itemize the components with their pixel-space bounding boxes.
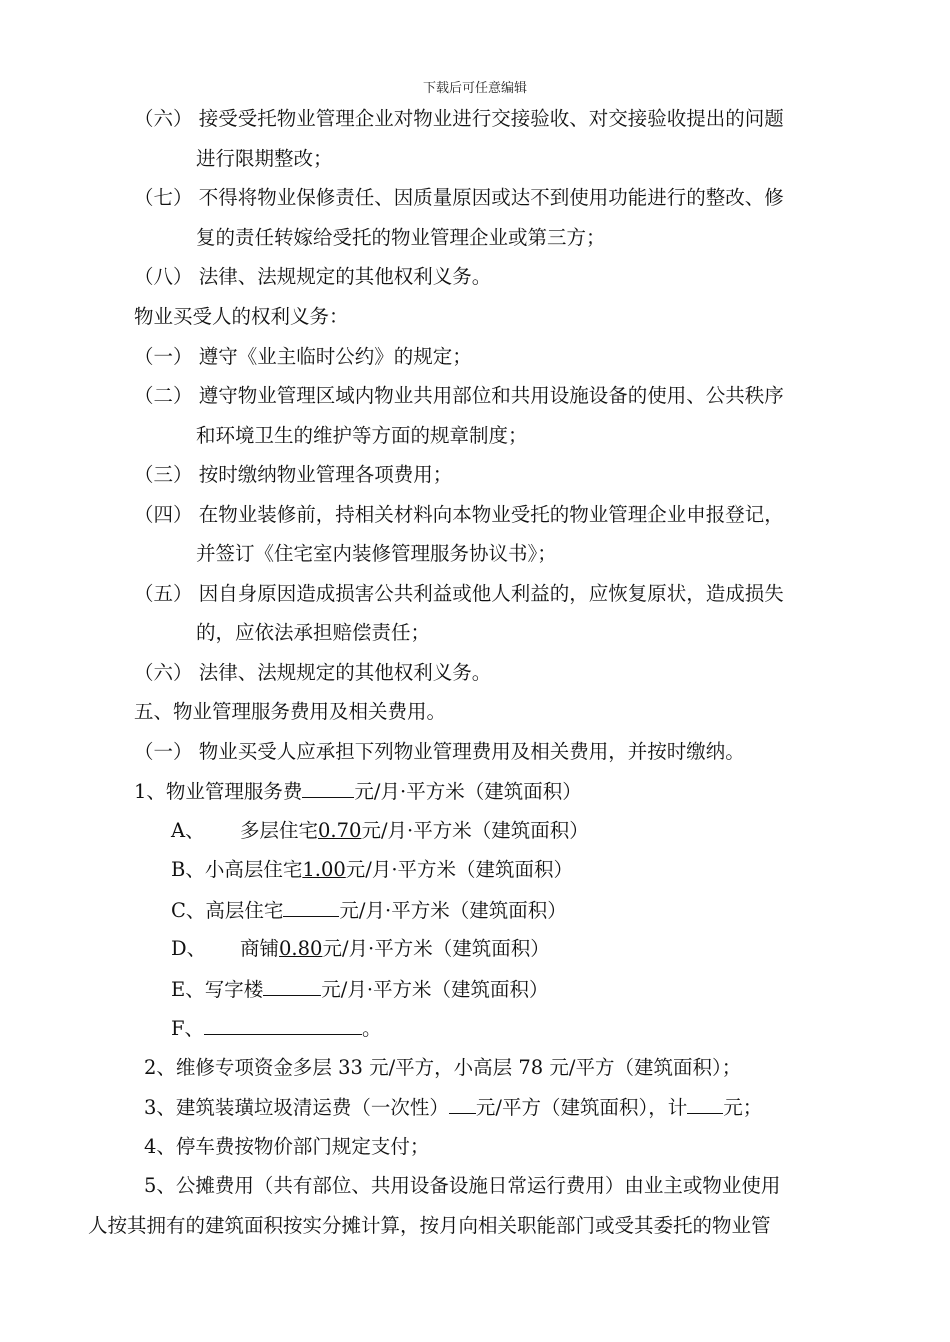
fee-line-1: 1、物业管理服务费 元/月·平方米（建筑面积） [134, 780, 582, 803]
fee-a-value: 0.70 [318, 819, 362, 842]
fee-d-value: 0.80 [279, 937, 323, 960]
fee-line-5: 5、公摊费用（共有部位、共用设备设施日常运行费用）由业主或物业使用 [144, 1174, 781, 1197]
fee-line-2: 2、维修专项资金多层 33 元/平方，小高层 78 元/平方（建筑面积）； [144, 1056, 742, 1079]
buyer-clause-5: （五） 因自身原因造成损害公共利益或他人利益的，应恢复原状，造成损失 [134, 582, 784, 605]
fee-d: 商铺0.80元/月·平方米（建筑面积） [240, 937, 550, 960]
buyer-rights-heading: 物业买受人的权利义务： [134, 305, 349, 328]
clause-7: （七） 不得将物业保修责任、因质量原因或达不到使用功能进行的整改、修 [134, 186, 784, 209]
fee-c: C、高层住宅 元/月·平方米（建筑面积） [171, 899, 567, 922]
fee-a-label: A、 [171, 819, 205, 842]
buyer-clause-2: （二） 遵守物业管理区域内物业共用部位和共用设施设备的使用、公共秩序 [134, 384, 784, 407]
fee-b-value: 1.00 [302, 858, 346, 881]
page-header: 下载后可任意编辑 [422, 81, 527, 96]
fees-intro: （一） 物业买受人应承担下列物业管理费用及相关费用，并按时缴纳。 [134, 740, 745, 763]
buyer-clause-6: （六） 法律、法规规定的其他权利义务。 [134, 661, 492, 684]
buyer-clause-4: （四） 在物业装修前，持相关材料向本物业受托的物业管理企业申报登记， [134, 503, 784, 526]
fee-b: B、小高层住宅1.00元/月·平方米（建筑面积） [171, 858, 574, 881]
fee-d-label: D、 [171, 937, 207, 960]
buyer-clause-1: （一） 遵守《业主临时公约》的规定； [134, 345, 472, 368]
fee-line-4: 4、停车费按物价部门规定支付； [144, 1135, 430, 1158]
clause-8: （八） 法律、法规规定的其他权利义务。 [134, 265, 492, 288]
section-5-heading: 五、物业管理服务费用及相关费用。 [134, 700, 447, 723]
fee-f: F、 。 [171, 1017, 382, 1040]
buyer-clause-2-cont: 和环境卫生的维护等方面的规章制度； [196, 424, 528, 447]
fee-line-3: 3、建筑装璜垃圾清运费（一次性） 元/平方（建筑面积），计 元； [144, 1096, 763, 1119]
fee-line-5-cont: 人按其拥有的建筑面积按实分摊计算，按月向相关职能部门或受其委托的物业管 [88, 1214, 771, 1237]
clause-7-cont: 复的责任转嫁给受托的物业管理企业或第三方； [196, 226, 606, 249]
fee-a: 多层住宅0.70元/月·平方米（建筑面积） [240, 819, 589, 842]
buyer-clause-4-cont: 并签订《住宅室内装修管理服务协议书》； [196, 542, 557, 565]
buyer-clause-5-cont: 的，应依法承担赔偿责任； [196, 621, 431, 644]
buyer-clause-3: （三） 按时缴纳物业管理各项费用； [134, 463, 453, 486]
fee-e: E、写字楼 元/月·平方米（建筑面积） [171, 978, 549, 1001]
clause-6: （六） 接受受托物业管理企业对物业进行交接验收、对交接验收提出的问题 [134, 107, 784, 130]
clause-6-cont: 进行限期整改； [196, 147, 333, 170]
